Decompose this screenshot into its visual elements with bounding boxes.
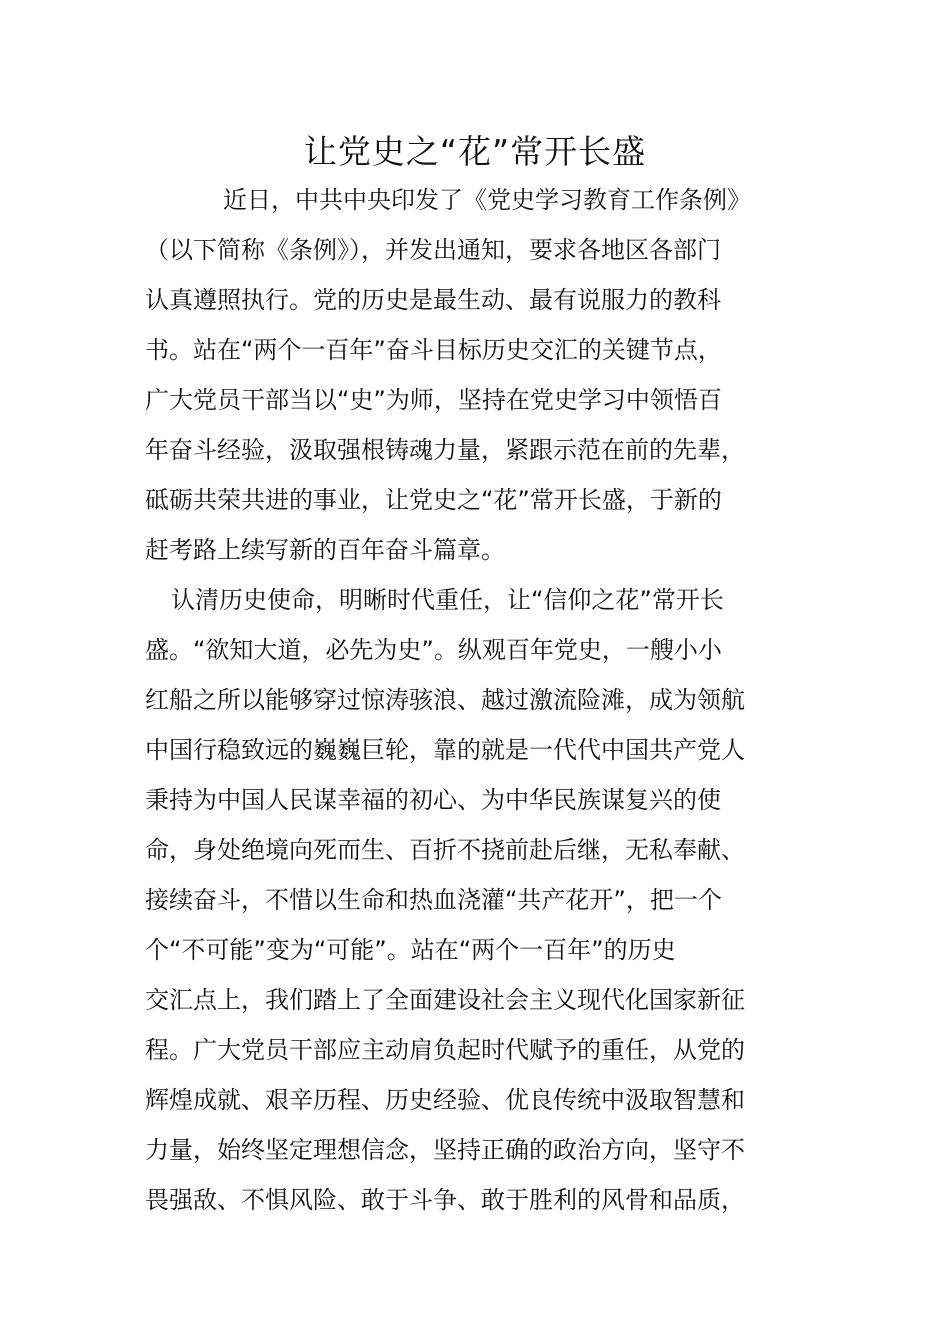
paragraph-2-line-3: 红船之所以能够穿过惊涛骇浪、越过激流险滩，成为领航 xyxy=(145,686,745,714)
paragraph-1-line-8: 赶考路上续写新的百年奋斗篇章。 xyxy=(145,536,505,564)
paragraph-2-line-1: 认清历史使命，明晰时代重任，让“信仰之花”常开长 xyxy=(171,586,724,614)
paragraph-1-line-2: （以下简称《条例》），并发出通知，要求各地区各部门 xyxy=(145,236,721,264)
paragraph-1-line-5: 广大党员干部当以“史”为师，坚持在党史学习中领悟百 xyxy=(145,386,722,414)
paragraph-2-line-2: 盛。“欲知大道，必先为史”。纵观百年党史，一艘小小 xyxy=(145,636,722,664)
paragraph-2-line-13: 畏强敌、不惧风险、敢于斗争、敢于胜利的风骨和品质， xyxy=(145,1186,745,1214)
paragraph-1-line-6: 年奋斗经验，汲取强根铸魂力量，紧跟示范在前的先辈， xyxy=(145,436,745,464)
paragraph-2-line-7: 接续奋斗，不惜以生命和热血浇灌“共产花开”，把一个 xyxy=(145,886,722,914)
paragraph-1-line-1: 近日，中共中央印发了《党史学习教育工作条例》 xyxy=(223,186,751,214)
paragraph-2-line-9: 交汇点上，我们踏上了全面建设社会主义现代化国家新征 xyxy=(145,986,745,1014)
paragraph-1-line-4: 书。站在“两个一百年”奋斗目标历史交汇的关键节点， xyxy=(145,336,722,364)
paragraph-2-line-10: 程。广大党员干部应主动肩负起时代赋予的重任，从党的 xyxy=(145,1036,745,1064)
paragraph-2-line-12: 力量，始终坚定理想信念，坚持正确的政治方向，坚守不 xyxy=(145,1136,745,1164)
paragraph-2-line-4: 中国行稳致远的巍巍巨轮，靠的就是一代代中国共产党人 xyxy=(145,736,745,764)
paragraph-2-line-6: 命，身处绝境向死而生、百折不挠前赴后继，无私奉献、 xyxy=(145,836,745,864)
document-title: 让党史之“花”常开长盛 xyxy=(303,132,647,171)
paragraph-2-line-8: 个“不可能”变为“可能”。站在“两个一百年”的历史 xyxy=(145,936,676,964)
paragraph-1-line-3: 认真遵照执行。党的历史是最生动、最有说服力的教科 xyxy=(145,286,721,314)
paragraph-1-line-7: 砥砺共荣共进的事业，让党史之“花”常开长盛，于新的 xyxy=(145,486,722,514)
paragraph-2-line-11: 辉煌成就、艰辛历程、历史经验、优良传统中汲取智慧和 xyxy=(145,1086,745,1114)
paragraph-2-line-5: 秉持为中国人民谋幸福的初心、为中华民族谋复兴的使 xyxy=(145,786,721,814)
